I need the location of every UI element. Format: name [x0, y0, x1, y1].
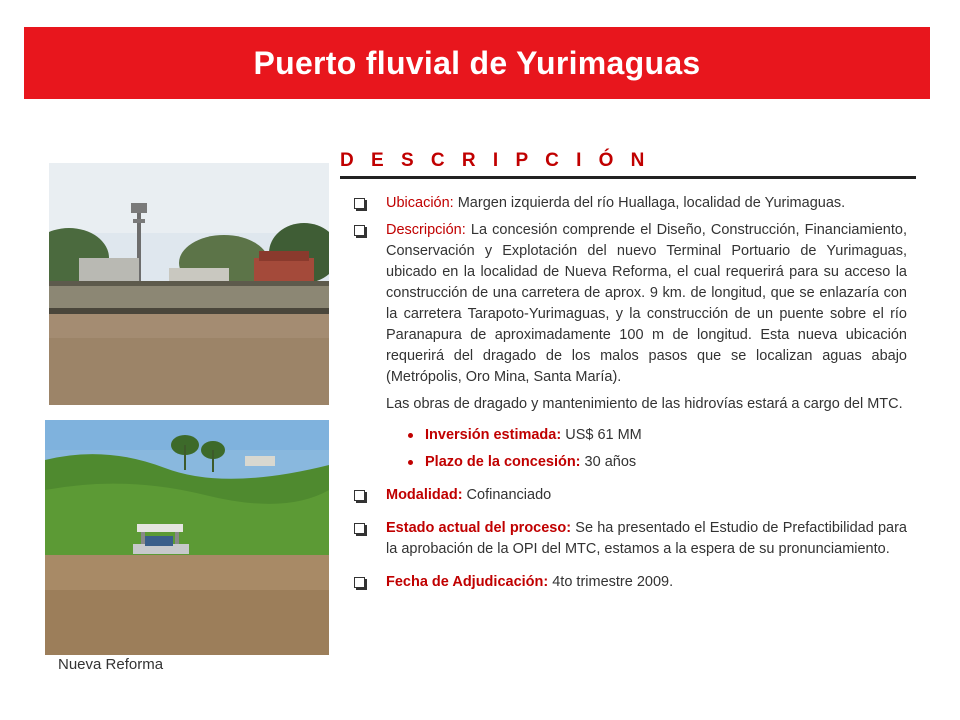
- title-bar: [24, 27, 930, 99]
- section-heading: D E S C R I P C I Ó N: [340, 150, 651, 171]
- port-photo-image: [49, 163, 329, 405]
- fecha-text: 4to trimestre 2009.: [548, 574, 674, 590]
- descripcion-label: Descripción:: [386, 222, 466, 238]
- dot-bullet-icon: [408, 460, 413, 465]
- river-boat-image: [45, 420, 329, 655]
- section-divider: [340, 176, 916, 179]
- modalidad-text: Cofinanciado: [462, 487, 552, 503]
- item-modalidad: [352, 485, 907, 506]
- plazo-text: 30 años: [580, 454, 637, 470]
- port-photo: [49, 163, 329, 405]
- checkbox-bullet-icon: [354, 523, 365, 534]
- description-content: [352, 193, 907, 599]
- inversion-label: Inversión estimada:: [425, 427, 562, 443]
- checkbox-bullet-icon: [354, 577, 365, 588]
- checkbox-bullet-icon: [354, 225, 365, 236]
- item-plazo: [352, 452, 907, 473]
- inversion-text: US$ 61 MM: [561, 427, 642, 443]
- photo-caption: Nueva Reforma: [58, 656, 164, 673]
- item-estado: [352, 518, 907, 560]
- estado-text: Se ha presentado el Estudio de Prefactibilidad para la aprobación de la OPI del MTC, estamos a la espera de su pronunciamiento.: [386, 520, 907, 557]
- estado-label: Estado actual del proceso:: [386, 520, 572, 536]
- checkbox-bullet-icon: [354, 198, 365, 209]
- item-fecha: [352, 572, 907, 593]
- plazo-label: Plazo de la concesión:: [425, 454, 581, 470]
- item-inversion: [352, 425, 907, 446]
- ubicacion-text: Margen izquierda del río Huallaga, localidad de Yurimaguas.: [453, 195, 846, 211]
- descripcion-text: La concesión comprende el Diseño, Construcción, Financiamiento, Conservación y Explotación del nuevo Terminal Portuario de Yurimaguas, ubicado en la localidad de Nueva Reforma, el cual requerirá para su acceso la construcción de una carretera de aprox. 9 km. de longitud, que se enlazaría con la carretera Tarapoto-Yurimaguas, y la construcción de un puente sobre el río Paranapura de aproximadamente 100 m de longitud. Esta nueva ubicación requerirá del dragado de los malos pasos que se localizan aguas abajo (Metrópolis, Oro Mina, Santa María).: [386, 222, 907, 385]
- fecha-label: Fecha de Adjudicación:: [386, 574, 549, 590]
- item-descripcion: [352, 220, 907, 388]
- ubicacion-label: Ubicación:: [386, 195, 454, 211]
- page-title: Puerto fluvial de Yurimaguas: [253, 44, 701, 81]
- river-boat-photo: [45, 420, 329, 655]
- item-ubicacion: [352, 193, 907, 214]
- modalidad-label: Modalidad:: [386, 487, 463, 503]
- checkbox-bullet-icon: [354, 490, 365, 501]
- dot-bullet-icon: [408, 433, 413, 438]
- obras-paragraph: Las obras de dragado y mantenimiento de las hidrovías estará a cargo del MTC.: [386, 396, 903, 412]
